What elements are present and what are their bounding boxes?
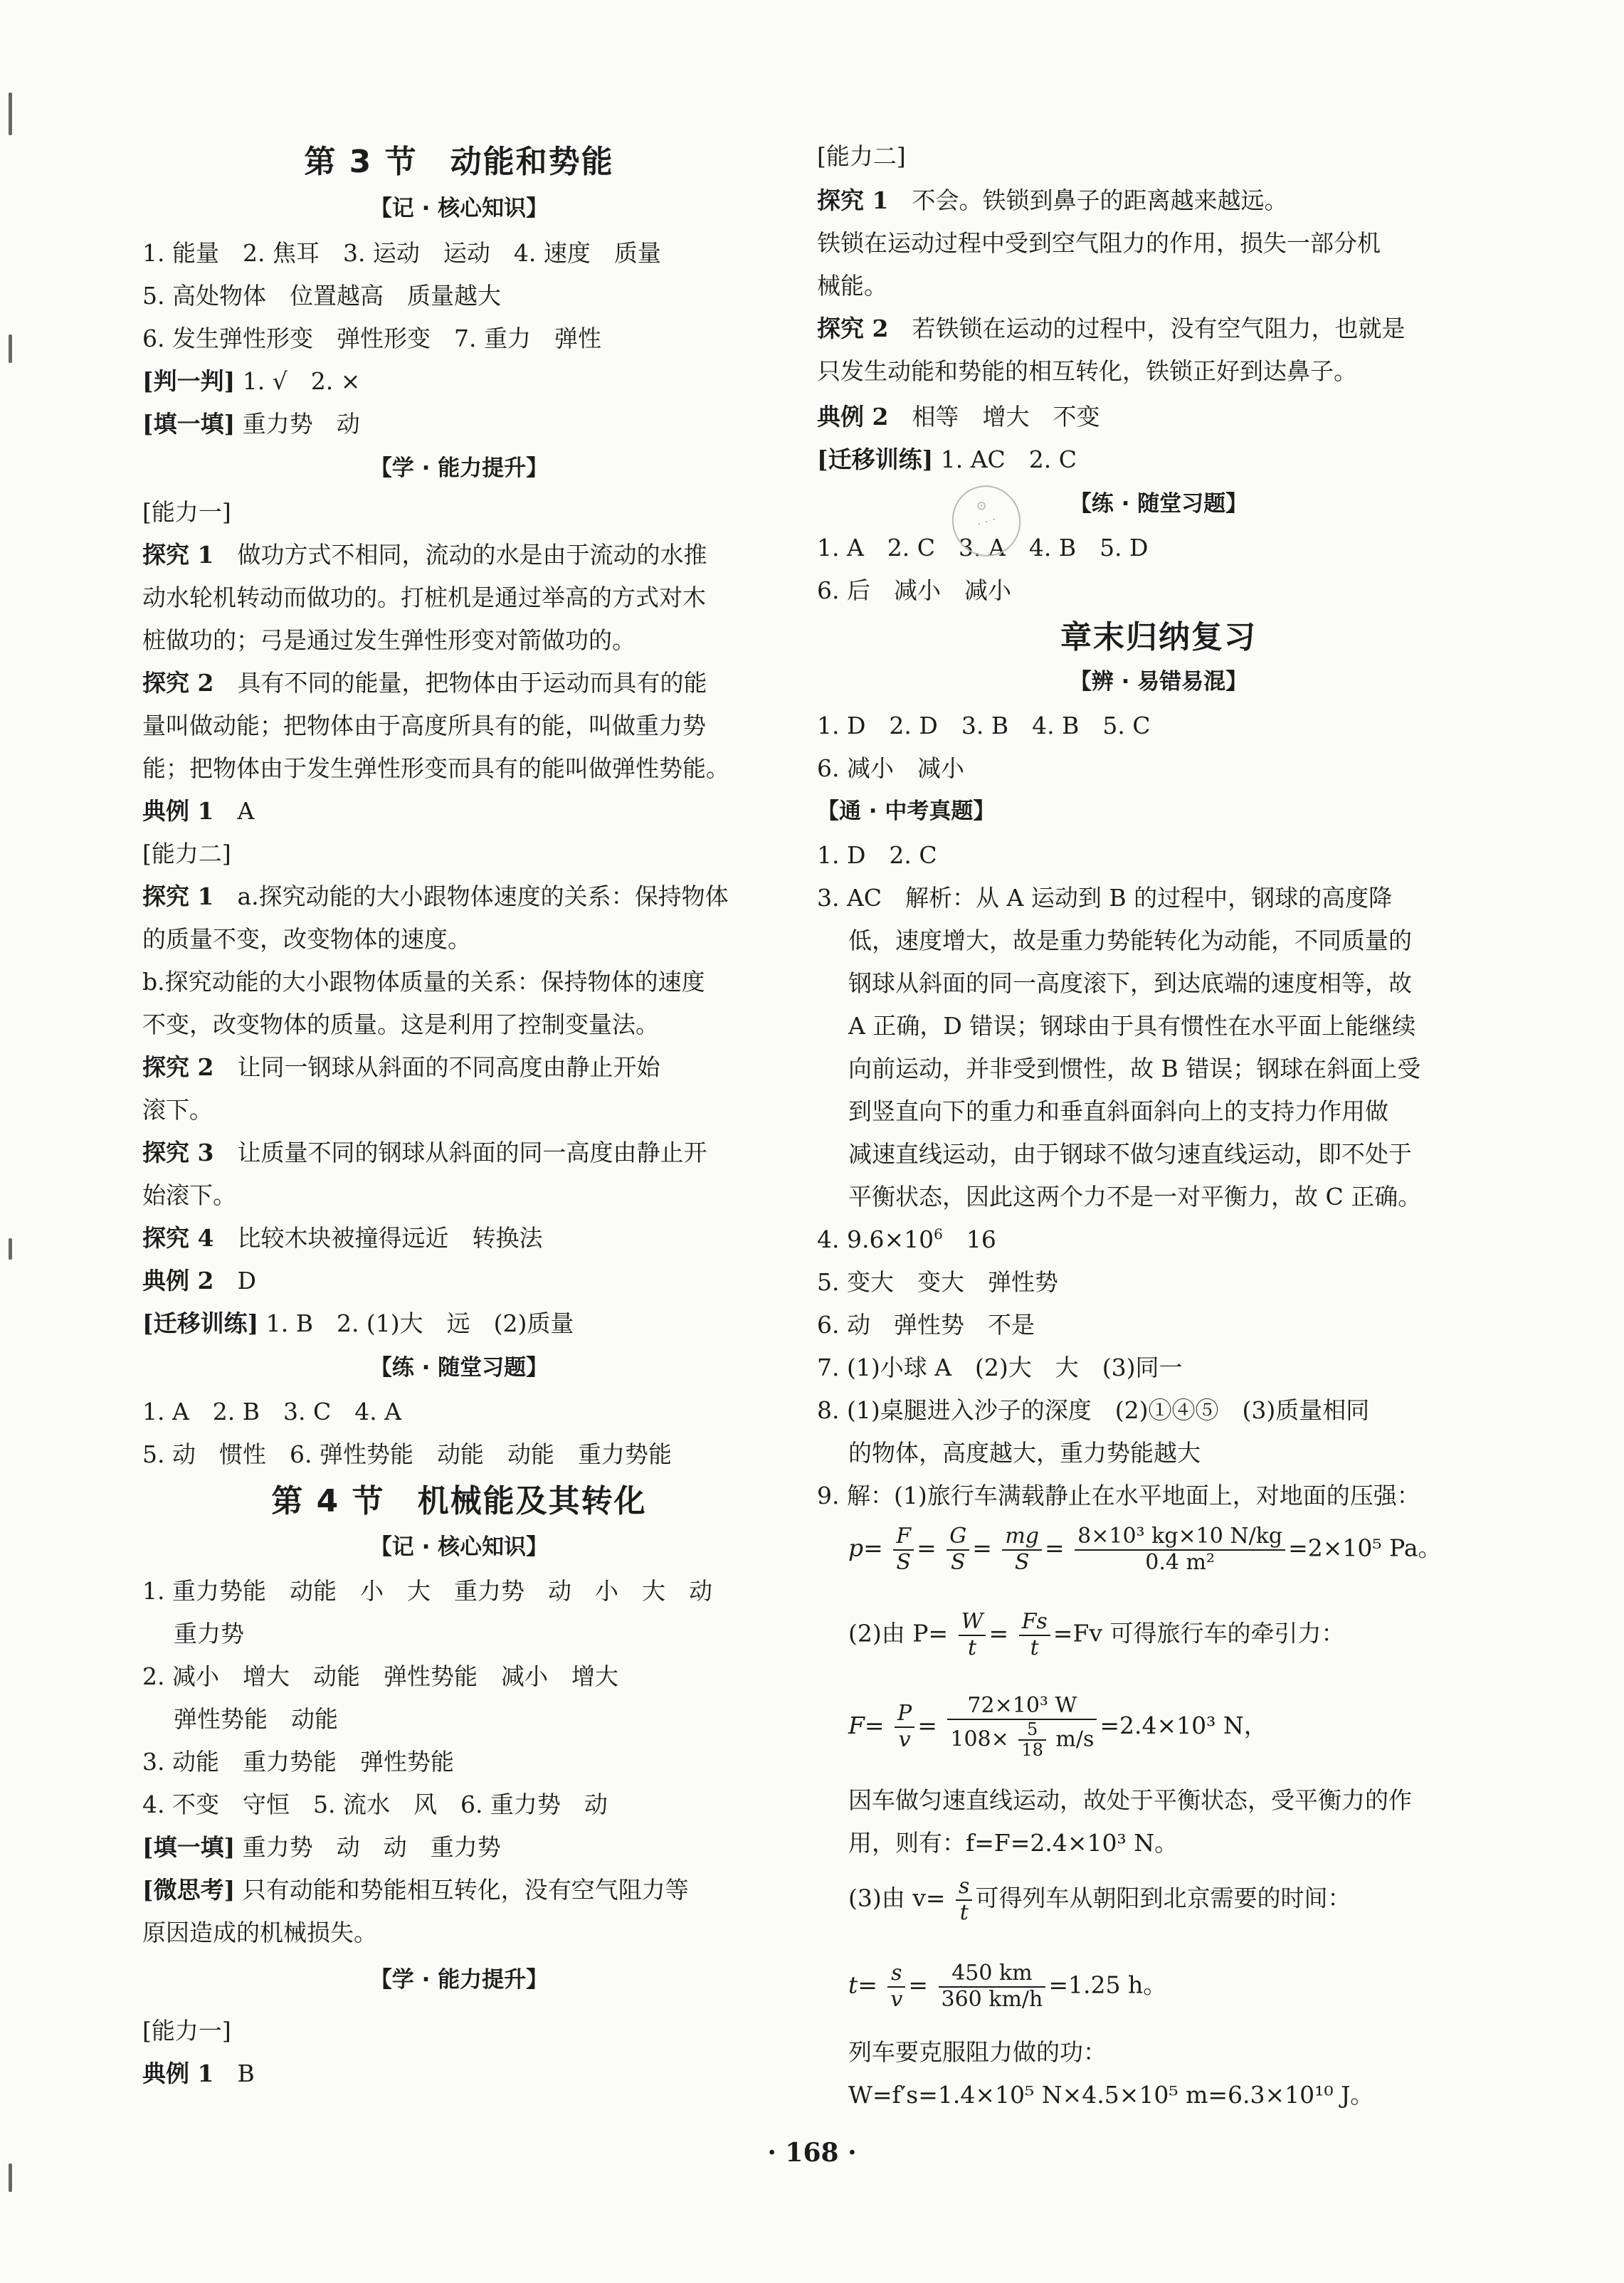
answer-line <box>142 1309 574 1338</box>
text: 108× <box>950 1726 1009 1752</box>
answer-line: 3. AC 解析：从 A 运动到 B 的过程中，钢球的高度降 <box>817 884 1393 912</box>
fraction <box>893 1524 914 1575</box>
denominator: t <box>967 1635 977 1660</box>
answer-line: 始滚下。 <box>142 1181 236 1209</box>
ability-label: [能力一] <box>142 2017 231 2045</box>
label: [填一填] <box>142 410 236 438</box>
explore-label: 探究 4 <box>142 1224 214 1252</box>
label: [迁移训练] <box>817 445 934 473</box>
numerator: 72×10³ W <box>947 1694 1097 1720</box>
answer-line: 向前运动，并非受到惯性，故 B 错误；钢球在斜面上受 <box>848 1055 1421 1082</box>
answer-line <box>142 2060 255 2088</box>
subheading-exam: 【通 · 中考真题】 <box>817 798 996 824</box>
answer-line: 9. 解：(1)旅行车满载静止在水平地面上，对地面的压强： <box>817 1482 1420 1509</box>
answer-line: b.探究动能的大小跟物体质量的关系：保持物体的速度 <box>142 968 705 996</box>
section-3-title: 第 3 节 动能和势能 <box>304 144 614 180</box>
subheading-ability: 【学 · 能力提升】 <box>369 455 549 481</box>
answer-line <box>817 403 1100 431</box>
numerator: W <box>959 1610 986 1636</box>
label: [判一判] <box>142 367 236 395</box>
symbol: t <box>848 1971 858 1999</box>
ability-label: [能力一] <box>142 498 231 526</box>
answer: 1. B 2. (1)大 远 (2)质量 <box>265 1309 574 1337</box>
answer-line <box>142 541 707 569</box>
subheading-practice: 【练 · 随堂习题】 <box>369 1355 549 1381</box>
text: A <box>237 797 255 825</box>
answer-line: 6. 后 减小 减小 <box>817 576 1011 604</box>
answer-line <box>817 315 1405 343</box>
symbol: p <box>848 1534 864 1562</box>
explore-label: 探究 2 <box>142 1053 214 1081</box>
answer: 重力势 动 动 重力势 <box>242 1833 501 1861</box>
answer-line: 8. (1)桌腿进入沙子的深度 (2)①④⑤ (3)质量相同 <box>817 1396 1370 1424</box>
fraction <box>1002 1524 1042 1575</box>
answer-line <box>142 410 360 438</box>
text: 相等 增大 不变 <box>912 403 1100 431</box>
answer-line <box>142 882 729 911</box>
answer-line <box>817 445 1077 474</box>
numerator: G <box>947 1524 969 1551</box>
explore-label: 探究 2 <box>142 669 214 697</box>
numerator: F <box>893 1524 914 1551</box>
text: =2×10⁵ Pa。 <box>1288 1534 1442 1562</box>
answer: 1. AC 2. C <box>940 445 1077 473</box>
fraction <box>956 1875 972 1925</box>
denominator: S <box>950 1549 966 1575</box>
symbol: F <box>848 1711 865 1739</box>
text: a.探究动能的大小跟物体速度的关系：保持物体 <box>237 882 729 910</box>
numerator: 8×10³ kg×10 N/kg <box>1075 1524 1285 1551</box>
text: 不会。铁锁到鼻子的距离越来越远。 <box>912 186 1288 214</box>
denominator: t <box>959 1899 969 1925</box>
answer-line: 6. 发生弹性形变 弹性形变 7. 重力 弹性 <box>142 325 601 352</box>
answer-line: 平衡状态，因此这两个力不是一对平衡力，故 C 正确。 <box>848 1183 1422 1211</box>
explore-label: 探究 3 <box>142 1139 214 1166</box>
answer-line <box>142 1833 501 1862</box>
example-label: 典例 2 <box>817 403 889 431</box>
answer-line: 重力势 <box>174 1620 244 1647</box>
exponent: 6 <box>934 1225 943 1243</box>
label: [微思考] <box>142 1876 236 1904</box>
explore-label: 探究 2 <box>817 315 889 342</box>
text: =1.25 h。 <box>1048 1971 1167 1999</box>
text: 可得列车从朝阳到北京需要的时间： <box>975 1884 1351 1912</box>
text: 16 <box>942 1225 996 1253</box>
answer: 只有动能和势能相互转化，没有空气阻力等 <box>242 1876 689 1904</box>
fraction <box>1019 1610 1050 1660</box>
formula-pressure: p= $\frac{F}{S}$ = $\frac{G}{S}$ = $\frac{mg}{S}$ = $\frac{\text{8×10³ kg×10 N/kg}}{\text{0.4 m²}}$ =2×10⁵ Pa。 <box>848 1524 1442 1575</box>
answer-line <box>817 186 1287 215</box>
denominator: v <box>890 1986 903 2012</box>
text: =Fv 可得旅行车的牵引力： <box>1053 1619 1345 1647</box>
denominator: S <box>896 1549 911 1575</box>
watermark-stamp: ⊙ · · · <box>943 477 1030 566</box>
section-4-title: 第 4 节 机械能及其转化 <box>271 1483 647 1519</box>
label: [填一填] <box>142 1833 236 1861</box>
answer-line <box>142 1053 660 1082</box>
fraction <box>1075 1524 1285 1575</box>
text: 让同一钢球从斜面的不同高度由静止开始 <box>237 1053 660 1081</box>
answer: 1. √ 2. × <box>242 367 361 395</box>
numerator: mg <box>1002 1524 1042 1551</box>
answer-line: 的物体，高度越大，重力势能越大 <box>848 1439 1201 1467</box>
scan-margin-mark <box>9 2163 12 2192</box>
answer-line: 量叫做动能；把物体由于高度所具有的能，叫做重力势 <box>142 712 706 739</box>
label: [迁移训练] <box>142 1309 259 1337</box>
scan-margin-mark <box>9 93 12 135</box>
answer-line: 5. 变大 变大 弹性势 <box>817 1268 1058 1296</box>
answer-line <box>142 1876 689 1904</box>
formula-traction: F= $\frac{P}{v}$ = 72×10³ W 108× $\frac{5}{18}$ m/s =2.4×10³ N， <box>848 1693 1267 1761</box>
answer-line <box>142 669 707 697</box>
text: = <box>863 1534 883 1562</box>
answer-line <box>142 797 254 826</box>
answer-line: 滚下。 <box>142 1096 213 1124</box>
text: (3)由 v= <box>848 1884 946 1912</box>
fraction <box>959 1610 986 1660</box>
answer-line: 6. 动 弹性势 不是 <box>817 1311 1035 1339</box>
formula-time: t= $\frac{s}{v}$ = $\frac{450 km}{360 km/h}$ =1.25 h。 <box>848 1961 1167 2012</box>
answer-line: 用，则有：f=F=2.4×10³ N。 <box>848 1829 1179 1857</box>
numerator: s <box>887 1961 905 1988</box>
example-label: 典例 1 <box>142 2060 214 2087</box>
answer-line: 动水轮机转动而做功的。打桩机是通过举高的方式对木 <box>142 584 706 611</box>
fraction <box>895 1702 914 1752</box>
numerator: 5 <box>1018 1720 1046 1741</box>
text: 具有不同的能量，把物体由于运动而具有的能 <box>237 669 707 697</box>
numerator: P <box>895 1702 914 1728</box>
explore-label: 探究 1 <box>142 541 214 569</box>
answer-line: 1. A 2. C 3. A 4. B 5. D <box>817 534 1149 561</box>
answer-line <box>848 1875 1351 1925</box>
answer-line: 铁锁在运动过程中受到空气阻力的作用，损失一部分机 <box>817 229 1381 257</box>
answer-line: 1. 重力势能 动能 小 大 重力势 动 小 大 动 <box>142 1577 712 1605</box>
answer-line: 减速直线运动，由于钢球不做匀速直线运动，即不处于 <box>848 1140 1412 1168</box>
example-label: 典例 2 <box>142 1267 214 1295</box>
chapter-review-title: 章末归纳复习 <box>1060 619 1257 655</box>
answer-line <box>142 1224 542 1253</box>
denominator: t <box>1030 1635 1039 1660</box>
text: 若铁锁在运动的过程中，没有空气阻力，也就是 <box>912 315 1406 342</box>
denominator: 360 km/h <box>941 1986 1043 2012</box>
answer-line: 6. 减小 减小 <box>817 754 964 782</box>
answer-line: 2. 减小 增大 动能 弹性势能 减小 增大 <box>142 1662 618 1690</box>
answer-line: 只发生动能和势能的相互转化，铁锁正好到达鼻子。 <box>817 357 1357 385</box>
answer-line: 5. 动 惯性 6. 弹性势能 动能 动能 重力势能 <box>142 1440 672 1468</box>
explore-label: 探究 1 <box>142 882 214 910</box>
answer-line <box>142 1139 707 1167</box>
answer-line <box>817 1225 996 1254</box>
text: =2.4×10³ N， <box>1100 1711 1267 1739</box>
answer-line: 的质量不变，改变物体的速度。 <box>142 925 471 953</box>
text: m/s <box>1055 1726 1095 1752</box>
subheading-core-knowledge: 【记 · 核心知识】 <box>369 196 549 221</box>
answer-line: 7. (1)小球 A (2)大 大 (3)同一 <box>817 1354 1183 1381</box>
scan-margin-mark <box>9 1238 12 1260</box>
scan-margin-mark <box>9 334 12 363</box>
fraction <box>947 1694 1097 1761</box>
ability-label: [能力二] <box>817 142 906 170</box>
answer-line: 5. 高处物体 位置越高 质量越大 <box>142 282 501 310</box>
answer-line: 1. A 2. B 3. C 4. A <box>142 1398 402 1425</box>
text: (2)由 P= <box>848 1619 949 1647</box>
page-number: · 168 · <box>767 2138 857 2168</box>
example-label: 典例 1 <box>142 797 214 825</box>
answer-line: (2)由 P= $\frac{W}{t}$ = $\frac{Fs}{t}$ =Fv 可得旅行车的牵引力： <box>848 1609 1345 1660</box>
text: 比较木块被撞得远近 转换法 <box>237 1224 543 1252</box>
denominator: S <box>1014 1549 1030 1575</box>
subheading-core-knowledge: 【记 · 核心知识】 <box>369 1534 549 1560</box>
numerator: 450 km <box>939 1961 1046 1988</box>
answer-line: 械能。 <box>817 272 887 300</box>
answer: 重力势 动 <box>242 410 360 438</box>
answer-line: 4. 不变 守恒 5. 流水 风 6. 重力势 动 <box>142 1791 608 1818</box>
denominator: 18 <box>1021 1740 1043 1761</box>
explore-label: 探究 1 <box>817 186 889 214</box>
answer-line: 原因造成的机械损失。 <box>142 1919 377 1946</box>
subheading-ability: 【学 · 能力提升】 <box>369 1967 549 1993</box>
answer-line: 1. D 2. D 3. B 4. B 5. C <box>817 712 1151 739</box>
text: 让质量不同的钢球从斜面的同一高度由静止开 <box>237 1139 707 1166</box>
answer-line <box>142 1267 256 1295</box>
answer-line: 到竖直向下的重力和垂直斜面斜向上的支持力作用做 <box>848 1097 1388 1125</box>
text: D <box>237 1267 256 1295</box>
numerator: s <box>956 1875 972 1901</box>
answer-line <box>142 367 360 396</box>
denominator: 0.4 m² <box>1145 1549 1215 1575</box>
answer-line: 低，速度增大，故是重力势能转化为动能，不同质量的 <box>848 927 1412 954</box>
subheading-practice: 【练 · 随堂习题】 <box>1069 491 1248 517</box>
answer-line: 1. 能量 2. 焦耳 3. 运动 运动 4. 速度 质量 <box>142 239 661 267</box>
text: 做功方式不相同，流动的水是由于流动的水推 <box>237 541 707 569</box>
denominator <box>947 1720 1097 1761</box>
answer-line: 因车做匀速直线运动，故处于平衡状态，受平衡力的作 <box>848 1786 1412 1814</box>
answer-line: W=f′s=1.4×10⁵ N×4.5×10⁵ m=6.3×10¹⁰ J。 <box>848 2081 1374 2109</box>
answer-line: 弹性势能 动能 <box>174 1705 338 1733</box>
fraction <box>939 1961 1046 2012</box>
answer-line: 钢球从斜面的同一高度滚下，到达底端的速度相等，故 <box>848 969 1412 997</box>
denominator: v <box>898 1726 911 1752</box>
text: B <box>237 2060 255 2087</box>
answer-line: A 正确，D 错误；钢球由于具有惯性在水平面上能继续 <box>848 1012 1416 1040</box>
answer-line: 3. 动能 重力势能 弹性势能 <box>142 1748 454 1776</box>
answer-line: 能；把物体由于发生弹性形变而具有的能叫做弹性势能。 <box>142 754 729 782</box>
answer-line: 桩做功的；弓是通过发生弹性形变对箭做功的。 <box>142 626 636 654</box>
fraction <box>1018 1720 1046 1761</box>
text: 4. 9.6×10 <box>817 1225 934 1253</box>
fraction <box>947 1524 969 1575</box>
answer-line: 不变，改变物体的质量。这是利用了控制变量法。 <box>142 1011 659 1038</box>
subheading-confuse: 【辨 · 易错易混】 <box>1069 669 1248 695</box>
numerator: Fs <box>1019 1610 1050 1636</box>
fraction <box>887 1961 905 2012</box>
answer-line: 1. D 2. C <box>817 841 937 869</box>
ability-label: [能力二] <box>142 840 231 868</box>
answer-line: 列车要克服阻力做的功： <box>848 2038 1107 2066</box>
